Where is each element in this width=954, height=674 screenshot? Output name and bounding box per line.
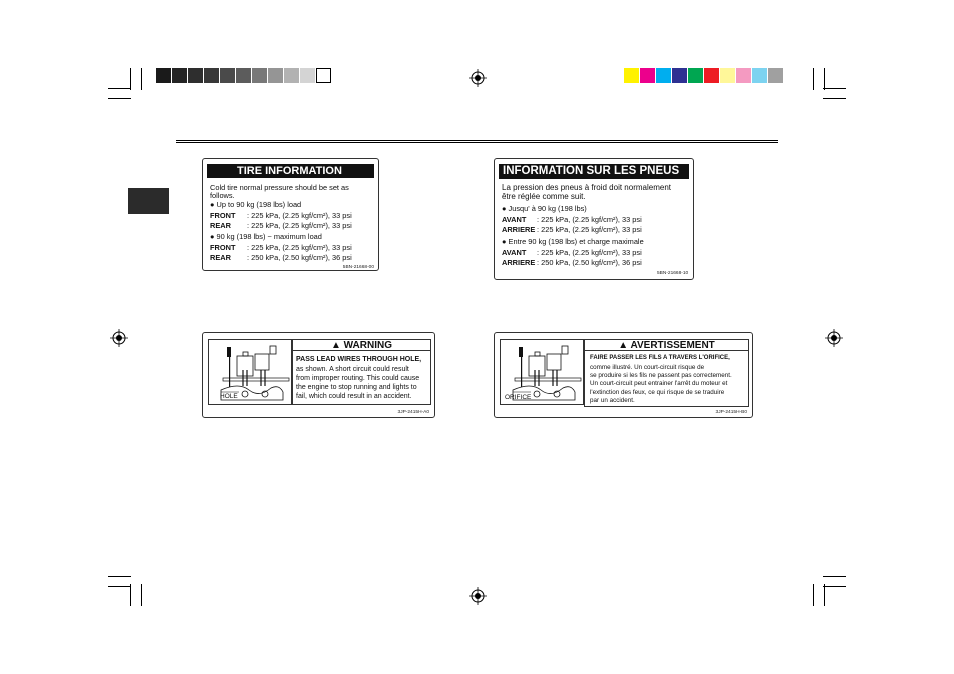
gray-swatch: [156, 68, 171, 83]
gray-swatch: [300, 68, 315, 83]
rear-2-value: : 250 kPa, (2.50 kgf/cm²), 36 psi: [247, 253, 352, 262]
registration-mark-top: [469, 69, 487, 87]
part-code: 3JP-2415H-A0: [397, 410, 429, 415]
color-swatch: [624, 68, 639, 83]
warning-line-2: se produire si les fils ne passent pas correctement.: [590, 372, 732, 379]
warning-head: FAIRE PASSER LES FILS A TRAVERS L'ORIFICE,: [590, 355, 730, 361]
warning-title: [585, 340, 748, 351]
load-text: Entre 90 kg (198 lbs) et charge maximale: [508, 237, 644, 246]
rear-1-label: ARRIERE: [502, 225, 536, 234]
illustration-frame: [500, 339, 584, 405]
gray-swatch: [172, 68, 187, 83]
color-swatch: [688, 68, 703, 83]
rear-1-label: REAR: [210, 221, 231, 230]
warning-title: [293, 340, 430, 351]
rear-2-value: : 250 kPa, (2.50 kgf/cm²), 36 psi: [537, 258, 642, 267]
bullet-icon: ●: [502, 204, 509, 213]
warning-triangle-icon: ▲: [618, 340, 631, 351]
gray-swatch: [316, 68, 331, 83]
tire-information-label-en: [202, 158, 379, 271]
load-line-1: [502, 204, 587, 213]
gray-swatch: [204, 68, 219, 83]
warning-line-4: fail, which could result in an accident.: [296, 393, 412, 400]
intro-line-2: être réglée comme suit.: [502, 192, 586, 201]
color-swatch: [704, 68, 719, 83]
warning-label-en: [202, 332, 435, 418]
part-code: 5BN-21668-00: [342, 265, 374, 270]
gray-swatch: [236, 68, 251, 83]
header-rule: [176, 140, 778, 141]
front-2-label: FRONT: [210, 243, 236, 252]
warning-line-3: the engine to stop running and lights to: [296, 384, 417, 391]
registration-mark-bottom: [469, 587, 487, 605]
rear-1-value: : 225 kPa, (2.25 kgf/cm²), 33 psi: [537, 225, 642, 234]
gray-swatch: [252, 68, 267, 83]
warning-head: PASS LEAD WIRES THROUGH HOLE,: [296, 356, 422, 363]
bullet-icon: ●: [210, 232, 217, 241]
color-swatch: [736, 68, 751, 83]
warning-title-text: AVERTISSEMENT: [630, 340, 715, 351]
bullet-icon: ●: [210, 200, 217, 209]
warning-header-box: [292, 339, 431, 351]
registration-mark-right: [825, 329, 843, 347]
bullet-icon: ●: [502, 237, 509, 246]
warning-line-5: par un accident.: [590, 397, 635, 404]
load-line-2: [502, 237, 644, 246]
front-1-value: : 225 kPa, (2.25 kgf/cm²), 33 psi: [247, 211, 352, 220]
tire-information-label-fr: [494, 158, 694, 280]
color-swatch: [672, 68, 687, 83]
orifice-label: ORIFICE: [505, 394, 532, 401]
load-line-1: [210, 200, 301, 209]
part-code: 5BN-21668-10: [657, 271, 689, 276]
rear-1-value: : 225 kPa, (2.25 kgf/cm²), 33 psi: [247, 221, 352, 230]
intro-line-2: follows.: [210, 191, 235, 200]
gray-swatch: [188, 68, 203, 83]
warning-label-fr: [494, 332, 753, 418]
label-title: INFORMATION SUR LES PNEUS: [499, 164, 689, 179]
front-2-label: AVANT: [502, 248, 527, 257]
header-rule-lower: [176, 142, 778, 143]
warning-line-1: as shown. A short circuit could result: [296, 366, 409, 373]
intro-line-1: Cold tire normal pressure should be set as: [210, 183, 349, 192]
front-1-label: AVANT: [502, 215, 527, 224]
registration-mark-left: [110, 329, 128, 347]
illustration-frame: [208, 339, 292, 405]
color-swatch: [752, 68, 767, 83]
color-swatch: [720, 68, 735, 83]
gray-swatch: [284, 68, 299, 83]
load-text: 90 kg (198 lbs) ~ maximum load: [216, 232, 322, 241]
load-line-2: [210, 232, 322, 241]
label-title: TIRE INFORMATION: [207, 164, 374, 178]
rear-2-label: REAR: [210, 253, 231, 262]
rear-2-label: ARRIERE: [502, 258, 536, 267]
color-swatch: [768, 68, 783, 83]
color-swatch: [656, 68, 671, 83]
warning-header-box: [584, 339, 749, 351]
load-text: Jusqu' à 90 kg (198 lbs): [508, 204, 587, 213]
warning-line-2: from improper routing. This could cause: [296, 375, 420, 382]
warning-triangle-icon: ▲: [330, 340, 344, 351]
section-tab: [128, 188, 169, 214]
load-text: Up to 90 kg (198 lbs) load: [216, 200, 302, 209]
warning-line-1: comme illustré. Un court-circuit risque de: [590, 364, 705, 371]
front-2-value: : 225 kPa, (2.25 kgf/cm²), 33 psi: [247, 243, 352, 252]
gray-swatch: [220, 68, 235, 83]
hole-label: HOLE: [220, 393, 238, 400]
warning-line-4: l'extinction des feux, ce qui risque de se traduire: [590, 389, 725, 396]
front-1-label: FRONT: [210, 211, 236, 220]
part-code: 3JP-2415H-B0: [715, 410, 747, 415]
front-1-value: : 225 kPa, (2.25 kgf/cm²), 33 psi: [537, 215, 642, 224]
color-swatch: [640, 68, 655, 83]
gray-swatch: [268, 68, 283, 83]
warning-title-text: WARNING: [343, 340, 393, 351]
warning-line-3: Un court-circuit peut entrainer l'arrêt du moteur et: [590, 380, 728, 387]
front-2-value: : 225 kPa, (2.25 kgf/cm²), 33 psi: [537, 248, 642, 257]
intro-line-1: La pression des pneus à froid doit normalement: [502, 183, 671, 192]
